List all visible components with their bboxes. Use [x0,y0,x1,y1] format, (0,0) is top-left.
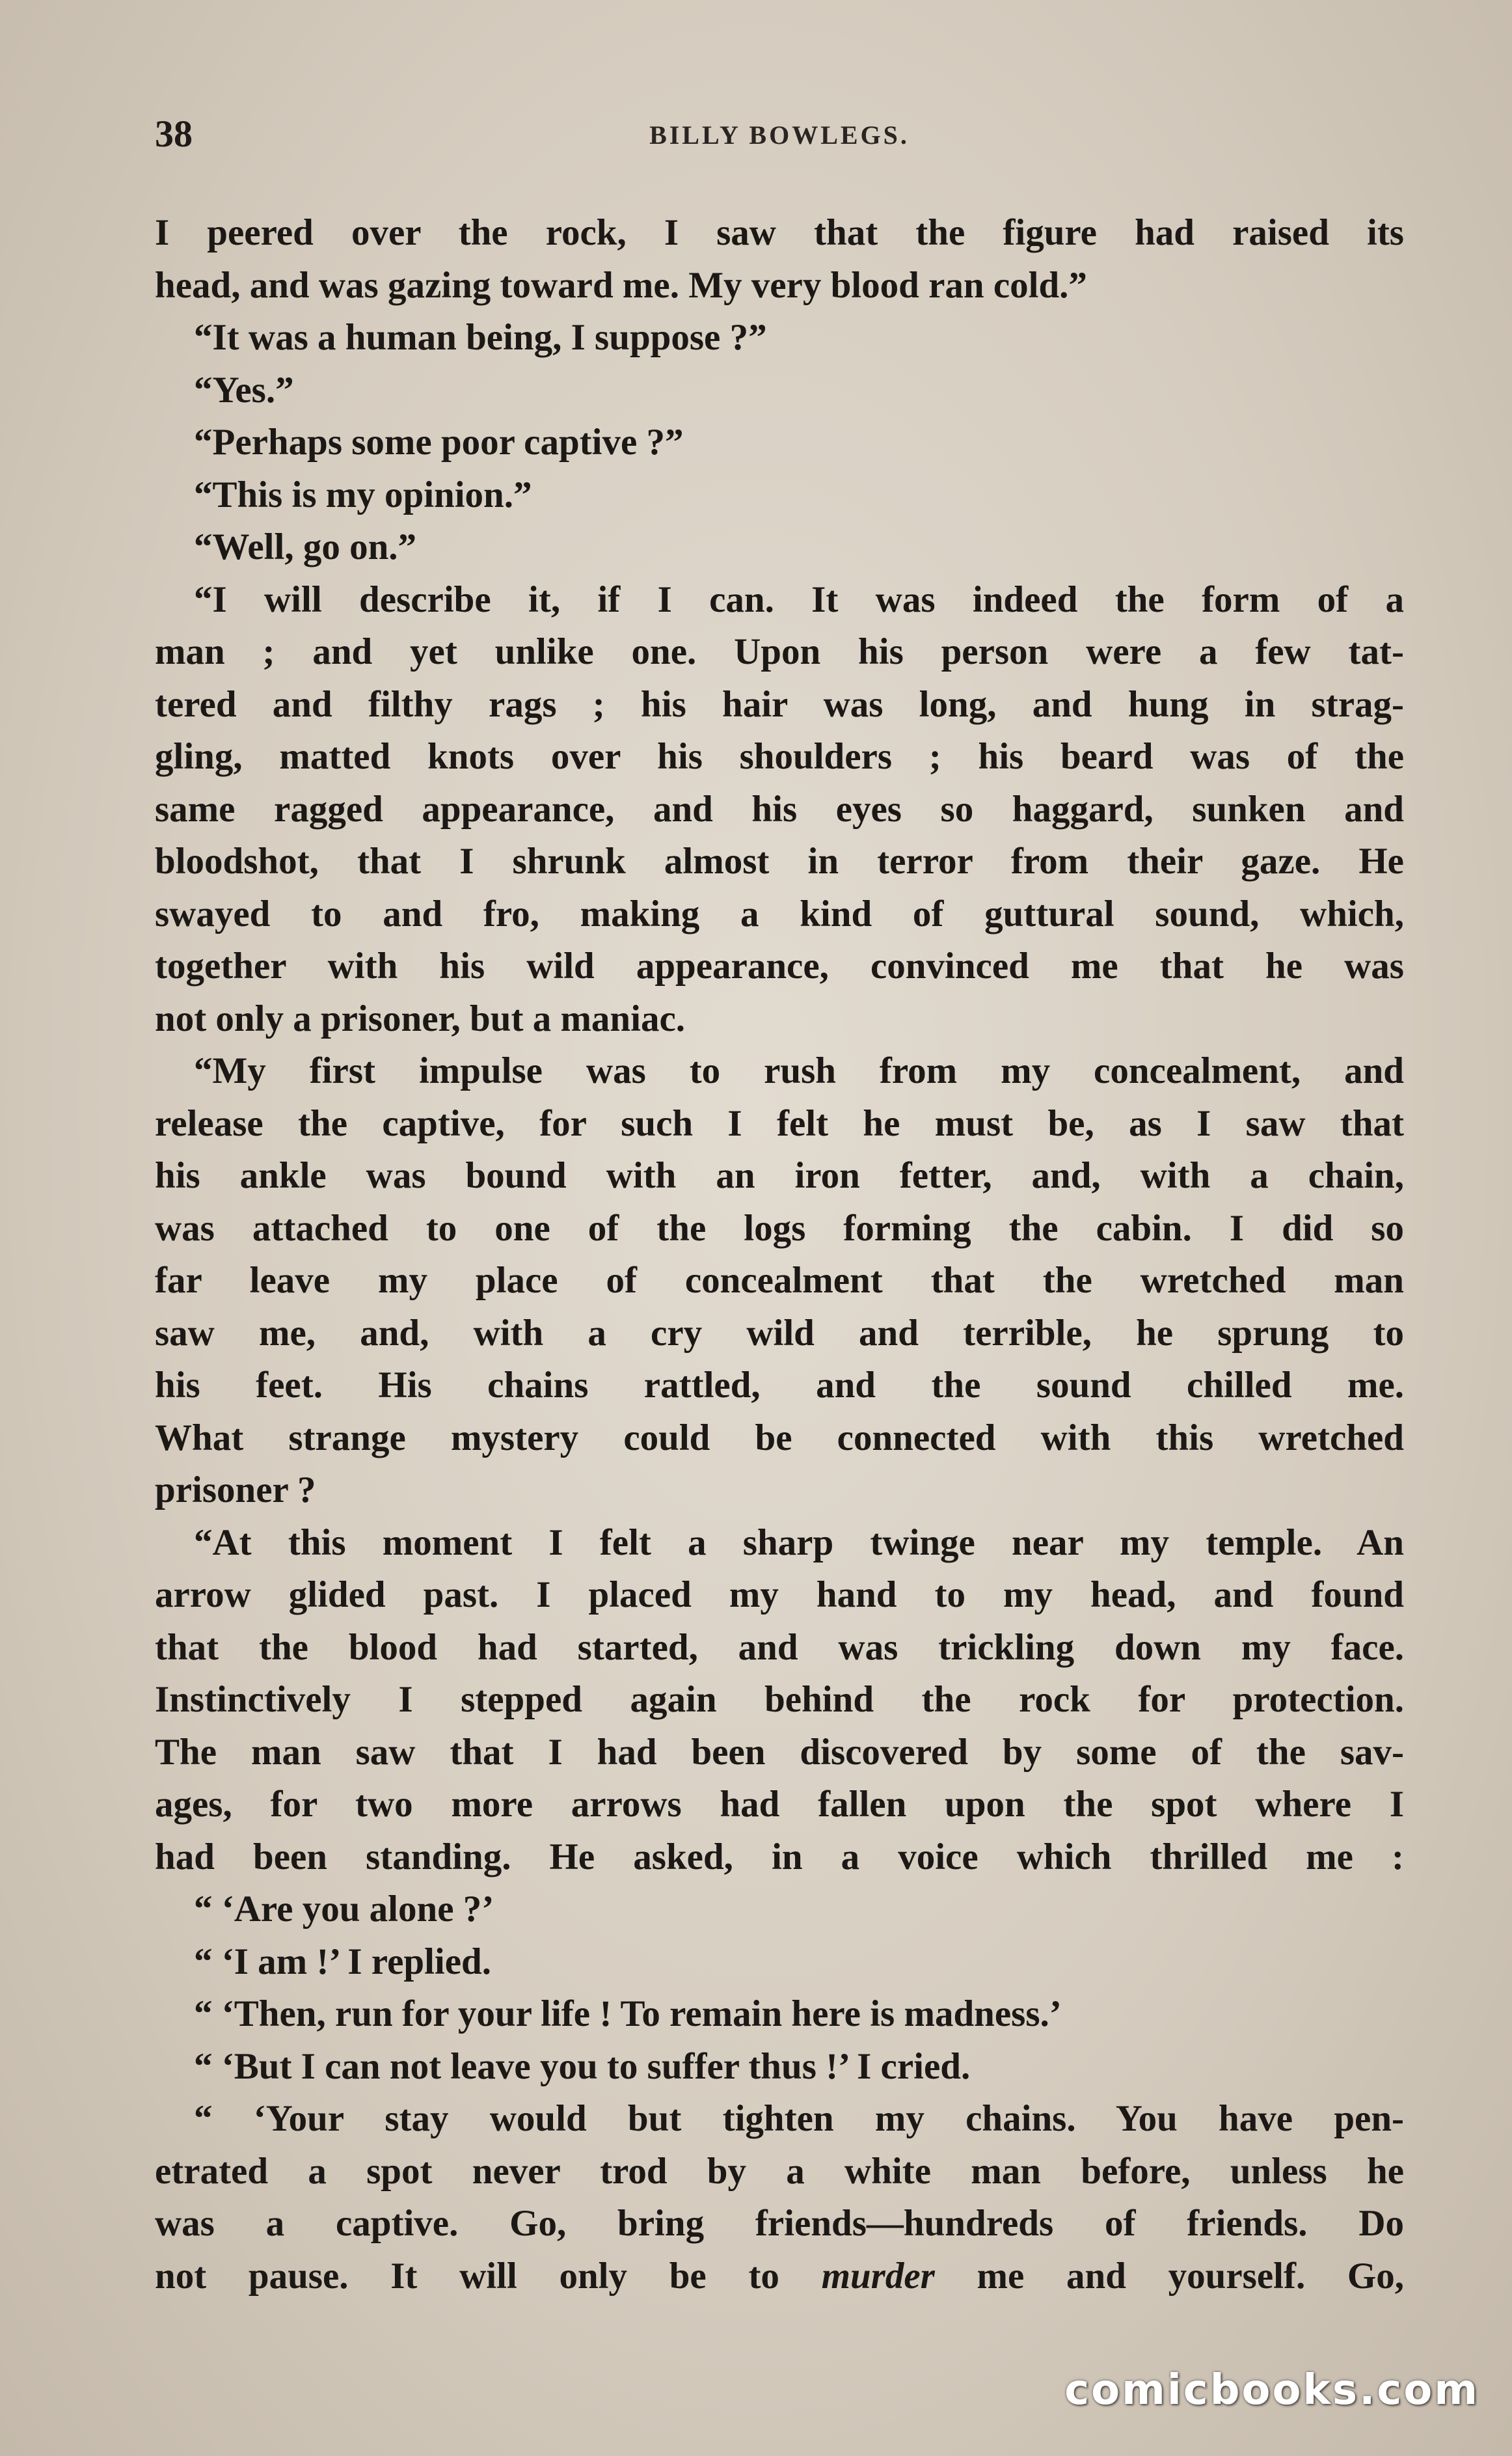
text-line: What strange mystery could be connected with this wretched [155,1417,1404,1458]
body-text [155,207,1404,2302]
text-line: Instinctively I stepped again behind the rock for protection. [155,1679,1404,1720]
page-header [155,112,1404,164]
text-line: tered and filthy rags ; his hair was long, and hung in strag- [155,683,1404,725]
text-line: “I will describe it, if I can. It was indeed the form of a [194,579,1404,620]
text-line: I peered over the rock, I saw that the figure had raised its [155,212,1404,253]
text-line: “ ‘Your stay would but tighten my chains. You have pen- [194,2098,1404,2139]
text-line: head, and was gazing toward me. My very blood ran cold.” [155,264,1087,306]
running-head: BILLY BOWLEGS. [649,120,910,150]
watermark: comicbooks.com [1064,2366,1479,2414]
text-line: his ankle was bound with an iron fetter, and, with a chain, [155,1155,1404,1196]
text-line: “My first impulse was to rush from my concealment, and [194,1050,1404,1091]
text-line: prisoner ? [155,1469,316,1510]
text-line: same ragged appearance, and his eyes so haggard, sunken and [155,788,1404,830]
text-line: was a captive. Go, bring friends—hundreds of friends. Do [155,2203,1404,2244]
text-line: his feet. His chains rattled, and the sound chilled me. [155,1365,1404,1406]
text-line: The man saw that I had been discovered by some of the sav- [155,1731,1404,1773]
text-line: “ ‘I am !’ I replied. [194,1941,492,1982]
text-line: was attached to one of the logs forming the cabin. I did so [155,1207,1404,1249]
text-line: man ; and yet unlike one. Upon his person were a few tat- [155,631,1404,672]
text-line: “It was a human being, I suppose ?” [194,317,767,358]
text-line: bloodshot, that I shrunk almost in terror from their gaze. He [155,841,1404,882]
text-line: that the blood had started, and was trickling down my face. [155,1626,1404,1668]
text-line: etrated a spot never trod by a white man before, unless he [155,2150,1404,2192]
text-line: saw me, and, with a cry wild and terrible, he sprung to [155,1312,1404,1354]
text-line-final [155,2250,1404,2303]
final-line-after: me and yourself. Go, [934,2255,1404,2297]
text-line: gling, matted knots over his shoulders ; his beard was of the [155,736,1404,777]
text-line: far leave my place of concealment that the wretched man [155,1260,1404,1301]
text-line: together with his wild appearance, convinced me that he was [155,946,1404,987]
text-line: “ ‘But I can not leave you to suffer thus !’ I cried. [194,2045,971,2087]
text-line: “At this moment I felt a sharp twinge near my temple. An [194,1521,1404,1563]
text-line: “ ‘Then, run for your life ! To remain here is madness.’ [194,1993,1062,2034]
text-line: “This is my opinion.” [194,474,532,515]
text-line: not only a prisoner, but a maniac. [155,998,686,1039]
text-line: “Yes.” [194,369,294,411]
text-line: ages, for two more arrows had fallen upon the spot where I [155,1784,1404,1825]
text-line: swayed to and fro, making a kind of guttural sound, which, [155,893,1404,935]
text-line: release the captive, for such I felt he must be, as I saw that [155,1102,1404,1144]
text-line: “Well, go on.” [194,526,417,567]
text-line: “ ‘Are you alone ?’ [194,1889,494,1930]
final-line-emphasis: murder [821,2255,935,2297]
final-line-before: not pause. It will only be to [155,2255,822,2297]
text-line: “Perhaps some poor captive ?” [194,422,684,463]
text-line: had been standing. He asked, in a voice which thrilled me : [155,1836,1404,1877]
text-line: arrow glided past. I placed my hand to my head, and found [155,1574,1404,1615]
page-number: 38 [155,113,193,155]
